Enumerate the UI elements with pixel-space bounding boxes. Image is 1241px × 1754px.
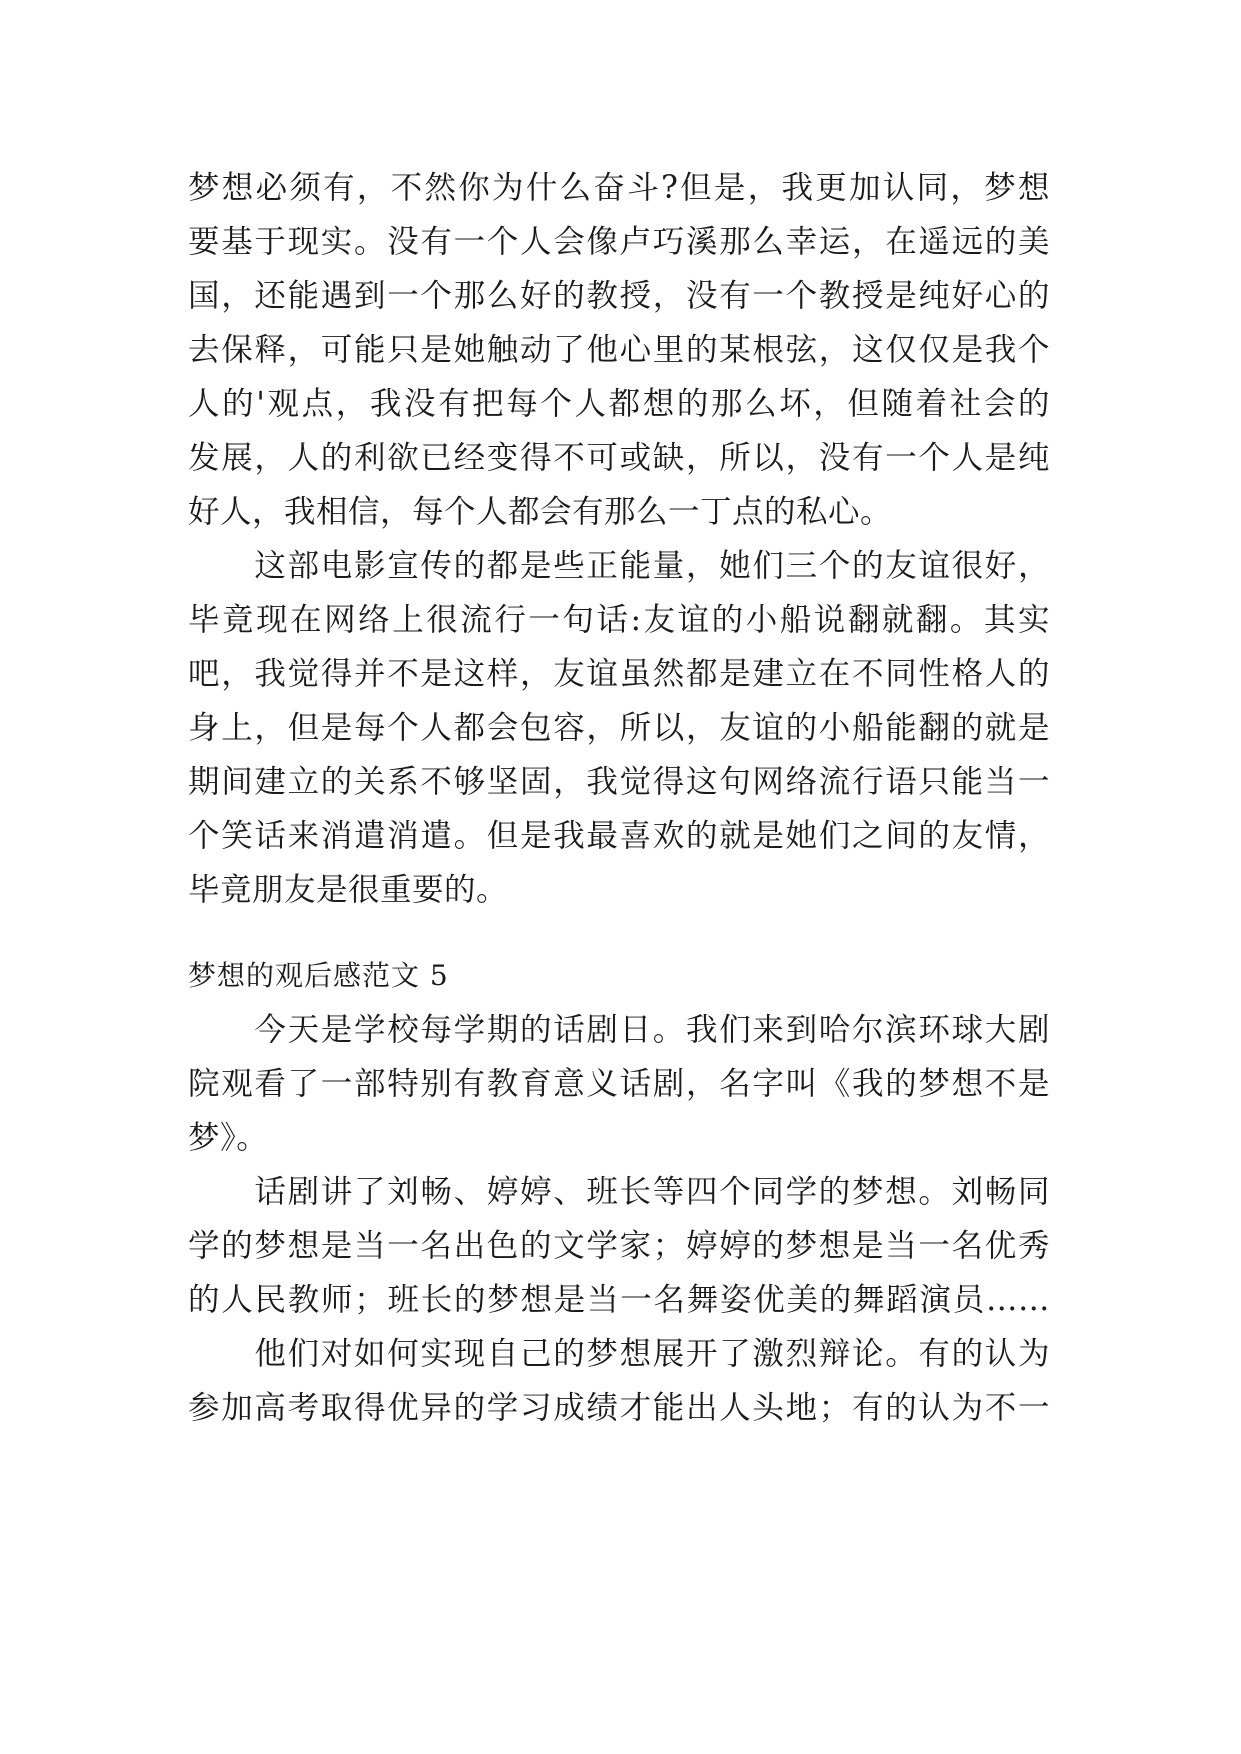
text-line: 吧，我觉得并不是这样，友谊虽然都是建立在不同性格人的 [188, 656, 1050, 692]
text-line: 话剧讲了刘畅、婷婷、班长等四个同学的梦想。刘畅同 [188, 1174, 1050, 1210]
section-heading: 梦想的观后感范文 5 [188, 959, 449, 992]
text-line: 的人民教师；班长的梦想是当一名舞姿优美的舞蹈演员…… [188, 1282, 1050, 1318]
text-line: 发展，人的利欲已经变得不可或缺，所以，没有一个人是纯 [188, 440, 1050, 476]
text-line: 人的'观点，我没有把每个人都想的那么坏，但随着社会的 [188, 386, 1050, 422]
text-line: 好人，我相信，每个人都会有那么一丁点的私心。 [188, 494, 893, 530]
text-line: 毕竟现在网络上很流行一句话:友谊的小船说翻就翻。其实 [188, 602, 1050, 638]
text-line: 参加高考取得优异的学习成绩才能出人头地；有的认为不一 [188, 1390, 1050, 1426]
text-line: 去保释，可能只是她触动了他心里的某根弦，这仅仅是我个 [188, 332, 1050, 368]
text-line: 国，还能遇到一个那么好的教授，没有一个教授是纯好心的 [188, 278, 1050, 314]
text-line: 他们对如何实现自己的梦想展开了激烈辩论。有的认为 [188, 1336, 1050, 1372]
text-line: 院观看了一部特别有教育意义话剧，名字叫《我的梦想不是 [188, 1066, 1050, 1102]
text-line: 梦》。 [188, 1120, 269, 1156]
text-line: 梦想必须有，不然你为什么奋斗?但是，我更加认同，梦想 [188, 170, 1050, 206]
text-line: 期间建立的关系不够坚固，我觉得这句网络流行语只能当一 [188, 764, 1050, 800]
text-line: 要基于现实。没有一个人会像卢巧溪那么幸运，在遥远的美 [188, 224, 1050, 260]
text-line: 个笑话来消遣消遣。但是我最喜欢的就是她们之间的友情， [188, 818, 1050, 854]
text-line: 毕竟朋友是很重要的。 [188, 872, 509, 908]
text-line: 学的梦想是当一名出色的文学家；婷婷的梦想是当一名优秀 [188, 1228, 1050, 1264]
text-line: 这部电影宣传的都是些正能量，她们三个的友谊很好， [188, 548, 1050, 584]
text-line: 今天是学校每学期的话剧日。我们来到哈尔滨环球大剧 [188, 1012, 1050, 1048]
text-line: 身上，但是每个人都会包容，所以，友谊的小船能翻的就是 [188, 710, 1050, 746]
